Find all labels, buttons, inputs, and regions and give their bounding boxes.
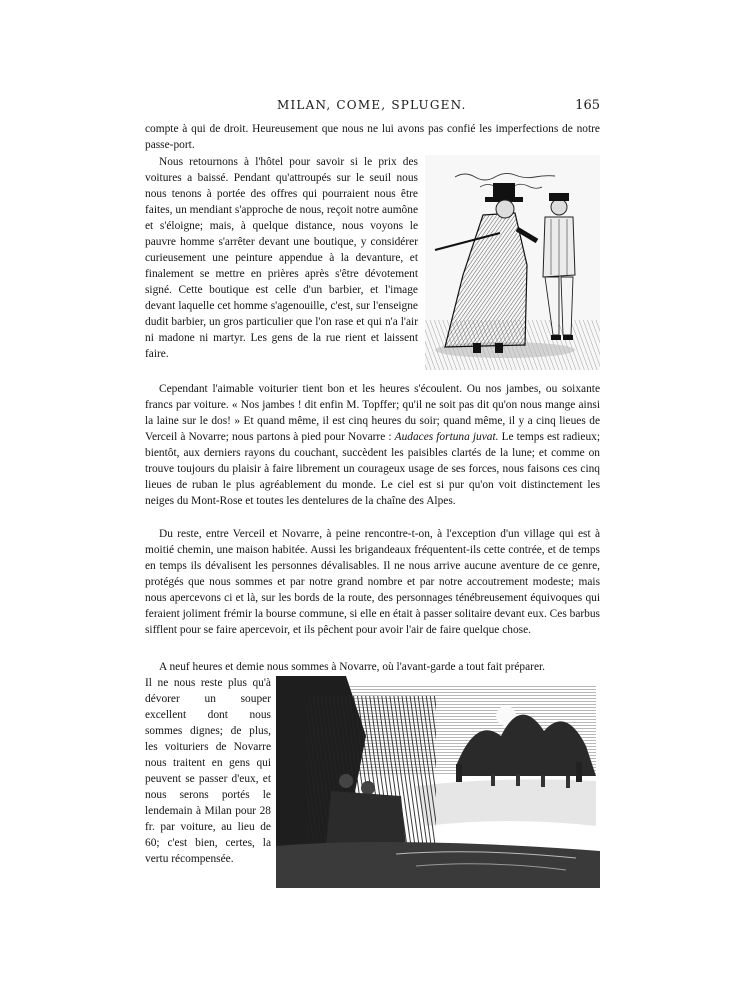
engraving-beggar-and-boy (425, 155, 600, 370)
paragraph-1: compte à qui de droit. Heureusement que nous ne lui avons pas confié les imperfections de notre passe-port. (145, 123, 600, 151)
paragraph-2: Nous retournons à l'hôtel pour savoir si le prix des voitures a baissé. Pendant qu'attroupés sur le seuil nous nous tenons à portée des offres qui pourraient nous être faites, un mendiant s'approche de nous, reçoit notre aumône et s'éloigne; mais, à quelque distance, nous voyons le pauvre homme s'arrêter devant une boutique, y considérer curieusement une peinture appendue à la devanture, et finalement se mettre en prières après s'être dévotement signé. Cette boutique est celle d'un barbier, et l'image devant laquelle cet homme s'agenouille, c'est, sur l'enseigne dudit barbier, un gros particulier que l'on rase et qui n'a l'air ni madone ni martyr. Les gens de la rue rient et laissent faire. (145, 156, 418, 360)
page-number: 165 (575, 98, 600, 113)
paragraph-3 (145, 381, 600, 509)
running-title: MILAN, COME, SPLUGEN. (277, 98, 467, 112)
paragraph-5: A neuf heures et demie nous sommes à Novarre, où l'avant-garde a tout fait préparer. (159, 661, 546, 673)
paragraph-3-text-b: Le temps est radieux; bientôt, aux derniers rayons du couchant, succèdent les paisibles clartés de la lune; et comme on trouve toujours du plaisir à faire librement un courageux usage de ses forces, nous faisons ces cinq lieues de ruban le plus agréablement du monde. Le ciel est si pur qu'on voit distinctement les neiges du Mont-Rose et toutes les dentelures de la chaîne des Alpes. (145, 431, 601, 507)
paragraph-4: Du reste, entre Verceil et Novarre, à peine rencontre-t-on, à l'exception d'un village qui est à moitié chemin, une maison habitée. Aussi les brigandeaux fréquentent-ils cette contrée, et de temps en temps ils dévalisent les personnes dévalisables. Il ne nous arrive aucune aventure de ce genre, protégés que nous sommes et par notre grand nombre et par notre accoutrement modeste; mais nous apercevons ci et là, sur les bords de la route, des personnages ténébreusement équivoques qui feraient joliment frémir la bourse commune, si elle en était à passer solitaire devant eux. Ces barbus sifflent pour se faire apercevoir, et ils pêchent pour avoir l'air de faire quelque chose. (145, 528, 600, 636)
engraving-moonlit-road (276, 676, 600, 888)
paragraph-6: Il ne nous reste plus qu'à dévorer un souper excellent dont nous sommes dignes; de plus, les voituriers de Novarre nous traitent en gens qui peuvent se passer d'eux, et nous serons portés le lendemain à Milan pour 28 fr. par voiture, au lieu de 60; c'est bien, certes, la vertu récompensée. (145, 677, 271, 865)
paragraph-3-text-a: Cependant l'aimable voiturier tient bon et les heures s'écoulent. Ou nos jambes, ou soixante francs par voiture. « Nos jambes ! dit enfin M. Topffer; qu'il ne soit pas dit qu'on nous mange ainsi la laine sur le dos! » Et quand même, il est cinq heures du soir; quand même, il y a cinq lieues de Verceil à Novarre; nous partons à pied pour Novarre : (145, 383, 600, 443)
running-header (145, 98, 600, 114)
latin-motto: Audaces fortuna juvat. (394, 431, 499, 443)
